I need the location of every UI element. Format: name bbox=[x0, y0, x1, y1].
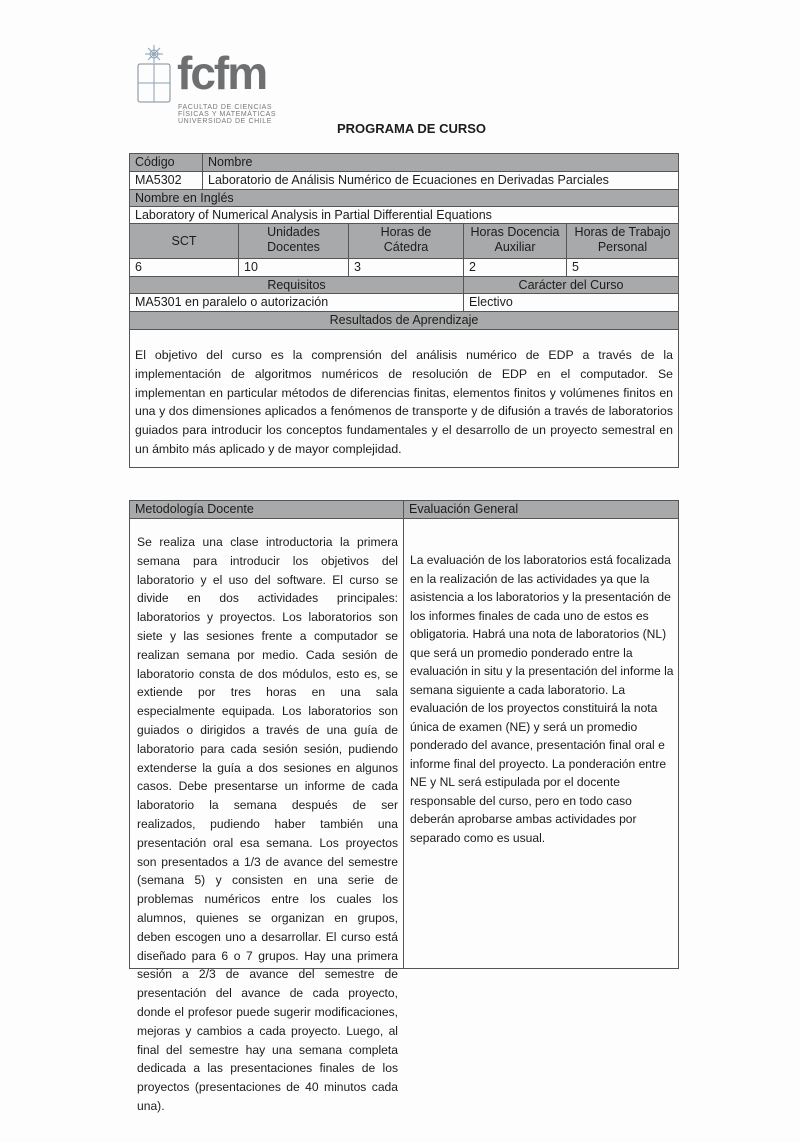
sct-value: 6 bbox=[129, 258, 239, 277]
character-value: Electivo bbox=[463, 293, 679, 312]
personal-hours-header: Horas de Trabajo Personal bbox=[566, 223, 679, 259]
evaluation-text: La evaluación de los laboratorios está focalizada en la realización de las actividades ya que la asistencia a los laboratorios y la presentación de los informes finales de cada uno de estos es obligatoria. Habrá una nota de laboratorios (NL) que será un promedio ponderado entre la evaluación in situ y la presentación del informe la semana siguiente a cada laboratorio. La evaluación de los proyectos constituirá la nota única de examen (NE) y será un promedio ponderado del avance, presentación final oral e informe final del proyecto. La ponderación entre NE y NL será estipulada por el docente responsable del curso, pero en todo caso deberán aprobarse ambas actividades por separado como es usual. bbox=[403, 518, 679, 969]
sct-header: SCT bbox=[129, 223, 239, 259]
course-code: MA5302 bbox=[129, 171, 203, 190]
english-name: Laboratory of Numerical Analysis in Partial Differential Equations bbox=[129, 206, 679, 224]
requisites-label: Requisitos bbox=[129, 276, 464, 294]
logo-wordmark: fcfm bbox=[177, 47, 267, 99]
units-header: Unidades Docentes bbox=[238, 223, 349, 259]
course-name: Laboratorio de Análisis Numérico de Ecuaciones en Derivadas Parciales bbox=[202, 171, 679, 190]
learning-results-label: Resultados de Aprendizaje bbox=[129, 311, 679, 330]
lecture-hours-header: Horas de Cátedra bbox=[348, 223, 464, 259]
personal-hours-value: 5 bbox=[566, 258, 679, 277]
page-title: PROGRAMA DE CURSO bbox=[337, 121, 487, 136]
code-label: Código bbox=[129, 153, 203, 172]
auxiliary-hours-header: Horas Docencia Auxiliar bbox=[463, 223, 567, 259]
auxiliary-hours-value: 2 bbox=[463, 258, 567, 277]
english-name-label: Nombre en Inglés bbox=[129, 189, 679, 207]
logo-caption-line: FACULTAD DE CIENCIAS bbox=[178, 104, 273, 111]
methodology-label: Metodología Docente bbox=[129, 500, 404, 519]
requisites-value: MA5301 en paralelo o autorización bbox=[129, 293, 464, 312]
logo-caption-line: UNIVERSIDAD DE CHILE bbox=[178, 118, 273, 125]
units-value: 10 bbox=[238, 258, 349, 277]
evaluation-label: Evaluación General bbox=[403, 500, 679, 519]
character-label: Carácter del Curso bbox=[463, 276, 679, 294]
learning-results-text: El objetivo del curso es la comprensión del análisis numérico de EDP a través de la implementación de algoritmos numéricos de resolución de EDP en el computador. Se implementan en particular métodos de diferencias finitas, elementos finitos y volúmenes finitos en una y dos dimensiones aplicados a fenómenos de transporte y de difusión a través de laboratorios guiados para introducir los conceptos fundamentales y el desarrollo de un proyecto semestral en un ámbito más aplicado y de mayor complejidad. bbox=[129, 329, 679, 468]
logo-caption-line: FÍSICAS Y MATEMÁTICAS bbox=[178, 111, 277, 118]
university-seal-icon bbox=[135, 44, 173, 106]
name-label: Nombre bbox=[202, 153, 679, 172]
logo-caption bbox=[178, 104, 276, 125]
lecture-hours-value: 3 bbox=[348, 258, 464, 277]
methodology-text: Se realiza una clase introductoria la primera semana para introducir los objetivos del laboratorio y el uso del software. El curso se divide en dos actividades principales: laboratorios y proyectos. Los laboratorios son siete y las sesiones frente a computador se realizan semana por medio. Cada sesión de laboratorio consta de dos módulos, esto es, se extiende por tres horas en una sala especialmente equipada. Los laboratorios son guiados o dirigidos a través de una guía de laboratorio para cada sesión sesión, pudiendo extenderse la guía a dos sesiones en algunos casos. Debe presentarse un informe de cada laboratorio la semana después de ser realizados, pudiendo haber también una presentación oral esa semana. Los proyectos son presentados a 1/3 de avance del semestre (semana 5) y consisten en una serie de problemas numéricos entre los cuales los alumnos, quienes se organizan en grupos, deben escogen uno a desarrollar. El curso está diseñado para 6 o 7 grupos. Hay una primera sesión a 2/3 de avance del semestre de presentación del avance de cada proyecto, donde el profesor puede sugerir modificaciones, mejoras y cambios a cada proyecto. Luego, al final del semestre hay una semana completa dedicada a las presentaciones finales de los proyectos (presentaciones de 40 minutos cada una). bbox=[129, 518, 404, 969]
